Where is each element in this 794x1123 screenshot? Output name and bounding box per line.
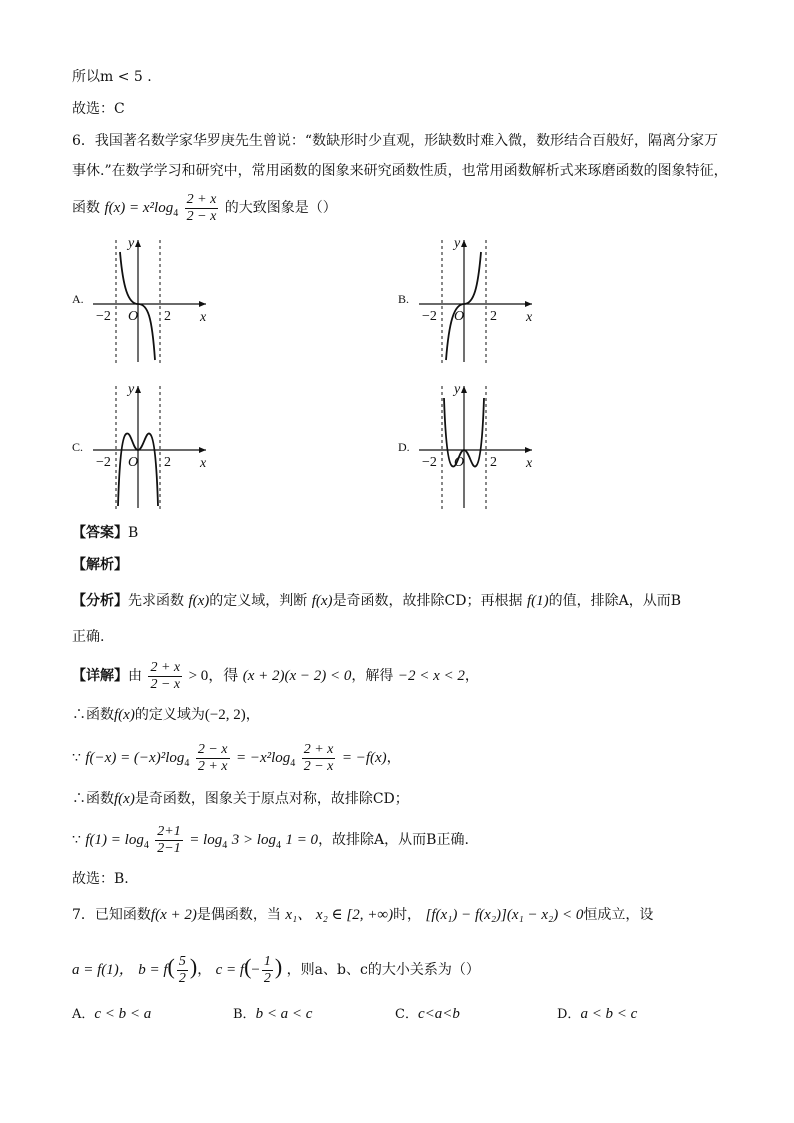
q6-stem-line1: 6．我国著名数学家华罗庚先生曾说：“数缺形时少直观，形缺数时难入微，数形结合百般好，隔离分家万 (72, 133, 719, 149)
graph-option-a (88, 232, 218, 367)
x-axis-label: x (200, 456, 207, 471)
detail-line5: ∵ $f(1) = \log_4$ $\frac{2+1}{2-1}$ = $\log_4 3 > \log_4 1 = 0$，故排除A，从而B正确. (72, 823, 469, 856)
option-d-label: D. (398, 440, 410, 454)
graph-option-b (414, 232, 544, 367)
option-c-label: C. (72, 440, 84, 454)
q7-stem-line2: a = f(1)， b = f( $\frac{5}{2}$ )， c = f(− $\frac{1}{2}$ ) ，则a、b、c的大小关系为（） (72, 953, 480, 986)
q7-option-c: C．c<a<b (395, 1006, 460, 1022)
analysis-heading: 【解析】 (72, 557, 128, 573)
origin-label: O (128, 309, 139, 324)
detail-line4: ∴函数f(x)是奇函数，图象关于原点对称，故排除CD； (72, 791, 409, 807)
y-axis-arrow (461, 386, 467, 393)
option-b-label: B. (398, 292, 410, 306)
tick-label-pos2: 2 (490, 309, 497, 324)
q7-stem-line1: 7．已知函数f(x + 2)是偶函数，当 x₁、 x₂ ∈ [2, +∞)时， [f(x₁) − f(x₂)](x₁ − x₂) < 0恒成立，设 (72, 907, 654, 923)
y-axis-arrow (461, 240, 467, 247)
y-axis-label: y (454, 236, 461, 251)
y-axis-label: y (128, 382, 135, 397)
x-axis-arrow (199, 301, 206, 307)
q6-fraction: $\frac{2 + x}{2 - x}$ (186, 191, 217, 224)
q7-option-d: D．a < b < c (557, 1006, 638, 1022)
tick-label-neg2: −2 (96, 309, 111, 324)
x-axis-label: x (200, 310, 207, 325)
origin-label: O (454, 309, 465, 324)
origin-label: O (128, 455, 139, 470)
y-axis-label: y (454, 382, 461, 397)
y-axis-label: y (128, 236, 135, 251)
detail-line2: ∴函数f(x)的定义域为(−2, 2)， (72, 707, 260, 723)
q7-option-a: A．c < b < a (72, 1006, 152, 1022)
origin-label: O (454, 455, 465, 470)
tick-label-neg2: −2 (96, 455, 111, 470)
prev-choice: 故选：C (72, 101, 125, 117)
q7-option-b: B．b < a < c (233, 1006, 313, 1022)
fenxi-line1: 【分析】先求函数 f(x)的定义域，判断 f(x)是奇函数，故排除CD；再根据 f(1)的值，排除A，从而B (72, 593, 682, 609)
tick-label-neg2: −2 (422, 455, 437, 470)
q6-stem-line3: 函数 $f(x) = x^2\log_4$ $\frac{2 + x}{2 - x}$ 的大致图象是（） (72, 191, 337, 224)
fenxi-line2: 正确. (72, 629, 105, 645)
y-axis-arrow (135, 386, 141, 393)
answer-value: B (128, 525, 139, 541)
x-axis-arrow (525, 447, 532, 453)
tick-label-neg2: −2 (422, 309, 437, 324)
graph-option-c (88, 378, 218, 513)
x-axis-arrow (525, 301, 532, 307)
y-axis-arrow (135, 240, 141, 247)
tick-label-pos2: 2 (490, 455, 497, 470)
prev-conclusion: 所以m < 5 . (72, 69, 152, 85)
detail-line3: ∵ $f(-x) = (-x)^2\log_4$ $\frac{2 - x}{2 + x}$ = $-x^2\log_4$ $\frac{2 + x}{2 - x}$ = −f(x)， (72, 741, 401, 774)
tick-label-pos2: 2 (164, 455, 171, 470)
tick-label-pos2: 2 (164, 309, 171, 324)
q6-stem-line2: 事休.”在数学学习和研究中，常用函数的图象来研究函数性质，也常用函数解析式来琢磨函数的图象特征， (72, 163, 728, 179)
x-axis-label: x (526, 456, 533, 471)
graph-option-d (414, 378, 544, 513)
x-axis-label: x (526, 310, 533, 325)
option-a-label: A. (72, 292, 84, 306)
answer-line: 【答案】B (72, 525, 139, 541)
q6-function: f(x) = x²log (104, 200, 174, 216)
x-axis-arrow (199, 447, 206, 453)
q6-final-choice: 故选：B. (72, 871, 129, 887)
detail-line1: 【详解】由 $\frac{2 + x}{2 - x}$ > 0，得 (x + 2)(x − 2) < 0，解得 −2 < x < 2， (72, 659, 479, 692)
